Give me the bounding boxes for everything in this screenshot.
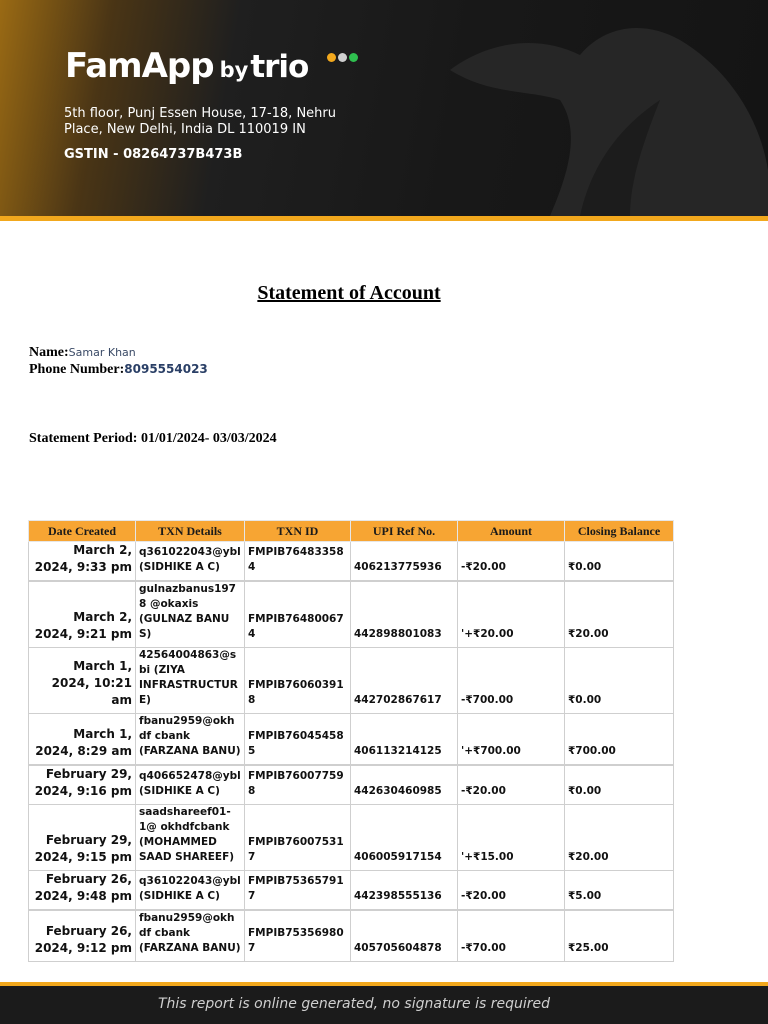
cell-date: February 26, 2024, 9:12 pm (29, 910, 136, 962)
table-row (29, 648, 674, 714)
cell-amount: -₹20.00 (458, 542, 565, 582)
page-title: Statement of Account (257, 282, 441, 304)
cell-txn-id: FMPIB760077598 (245, 765, 351, 805)
cell-amount: '+₹700.00 (458, 714, 565, 766)
cell-balance: ₹0.00 (565, 765, 674, 805)
cell-upi-ref: 442702867617 (351, 648, 458, 714)
table-header-row (29, 521, 674, 542)
table-row (29, 765, 674, 805)
cell-upi-ref: 442898801083 (351, 581, 458, 648)
cell-date: March 2, 2024, 9:21 pm (29, 581, 136, 648)
cell-details: fbanu2959@okhdf cbank (FARZANA BANU) (136, 910, 245, 962)
header-accent-stripe (0, 216, 768, 221)
cell-amount: -₹700.00 (458, 648, 565, 714)
statement-period: Statement Period: 01/01/2024- 03/03/2024 (29, 431, 277, 446)
cell-details: 42564004863@sbi (ZIYA INFRASTRUCTURE) (136, 648, 245, 714)
brand-trio: trio (250, 49, 309, 85)
cell-balance: ₹0.00 (565, 542, 674, 582)
cell-txn-id: FMPIB753569807 (245, 910, 351, 962)
logo-dot-green (349, 53, 358, 62)
cell-date: February 29, 2024, 9:15 pm (29, 805, 136, 871)
phone-label: Phone Number: (29, 362, 125, 377)
famapp-logo (65, 46, 308, 94)
company-address: 5th floor, Punj Essen House, 17-18, Nehru Place, New Delhi, India DL 110019 IN (64, 106, 336, 137)
cell-balance: ₹20.00 (565, 805, 674, 871)
cell-upi-ref: 442630460985 (351, 765, 458, 805)
logo-dot-grey (338, 53, 347, 62)
cell-balance: ₹25.00 (565, 910, 674, 962)
cell-details: q406652478@ybl (SIDHIKE A C) (136, 765, 245, 805)
cell-date: February 29, 2024, 9:16 pm (29, 765, 136, 805)
cell-details: fbanu2959@okhdf cbank (FARZANA BANU) (136, 714, 245, 766)
table-row (29, 542, 674, 582)
name-label: Name: (29, 345, 69, 360)
account-name-line (29, 345, 136, 361)
cell-upi-ref: 406213775936 (351, 542, 458, 582)
account-phone-line (29, 362, 208, 378)
cell-upi-ref: 406005917154 (351, 805, 458, 871)
logo-dots-icon (327, 49, 367, 59)
table-row (29, 910, 674, 962)
cell-details: gulnazbanus1978 @okaxis (GULNAZ BANU S) (136, 581, 245, 648)
cell-details: q361022043@ybl (SIDHIKE A C) (136, 871, 245, 911)
column-header: TXN Details (136, 521, 245, 542)
footer-disclaimer: This report is online generated, no signature is required (157, 996, 551, 1012)
cell-txn-id: FMPIB753657917 (245, 871, 351, 911)
column-header: UPI Ref No. (351, 521, 458, 542)
cell-txn-id: FMPIB760603918 (245, 648, 351, 714)
cell-amount: -₹20.00 (458, 765, 565, 805)
bird-watermark-icon (430, 0, 768, 216)
brand-main: FamApp (65, 46, 214, 86)
cell-date: March 1, 2024, 8:29 am (29, 714, 136, 766)
cell-balance: ₹5.00 (565, 871, 674, 911)
column-header: Date Created (29, 521, 136, 542)
column-header: Amount (458, 521, 565, 542)
table-row (29, 805, 674, 871)
footer-bar (0, 986, 768, 1024)
cell-upi-ref: 406113214125 (351, 714, 458, 766)
cell-amount: -₹20.00 (458, 871, 565, 911)
letterhead (0, 0, 768, 216)
logo-dot-orange (327, 53, 336, 62)
cell-date: March 2, 2024, 9:33 pm (29, 542, 136, 582)
cell-amount: '+₹20.00 (458, 581, 565, 648)
cell-date: March 1, 2024, 10:21 am (29, 648, 136, 714)
column-header: Closing Balance (565, 521, 674, 542)
cell-upi-ref: 442398555136 (351, 871, 458, 911)
table-row (29, 714, 674, 766)
table-row (29, 871, 674, 911)
name-value: Samar Khan (68, 346, 136, 359)
cell-upi-ref: 405705604878 (351, 910, 458, 962)
transactions-table (28, 520, 674, 962)
cell-txn-id: FMPIB760454585 (245, 714, 351, 766)
cell-amount: '+₹15.00 (458, 805, 565, 871)
cell-details: saadshareef01-1@ okhdfcbank (MOHAMMED SAAD SHAREEF) (136, 805, 245, 871)
phone-value: 8095554023 (124, 362, 208, 376)
cell-txn-id: FMPIB760075317 (245, 805, 351, 871)
table-row (29, 581, 674, 648)
brand-by: by (219, 58, 249, 82)
cell-details: q361022043@ybl (SIDHIKE A C) (136, 542, 245, 582)
column-header: TXN ID (245, 521, 351, 542)
cell-balance: ₹20.00 (565, 581, 674, 648)
cell-txn-id: FMPIB764833584 (245, 542, 351, 582)
company-gstin: GSTIN - 08264737B473B (64, 147, 243, 162)
cell-amount: -₹70.00 (458, 910, 565, 962)
cell-balance: ₹0.00 (565, 648, 674, 714)
cell-date: February 26, 2024, 9:48 pm (29, 871, 136, 911)
cell-txn-id: FMPIB764800674 (245, 581, 351, 648)
cell-balance: ₹700.00 (565, 714, 674, 766)
